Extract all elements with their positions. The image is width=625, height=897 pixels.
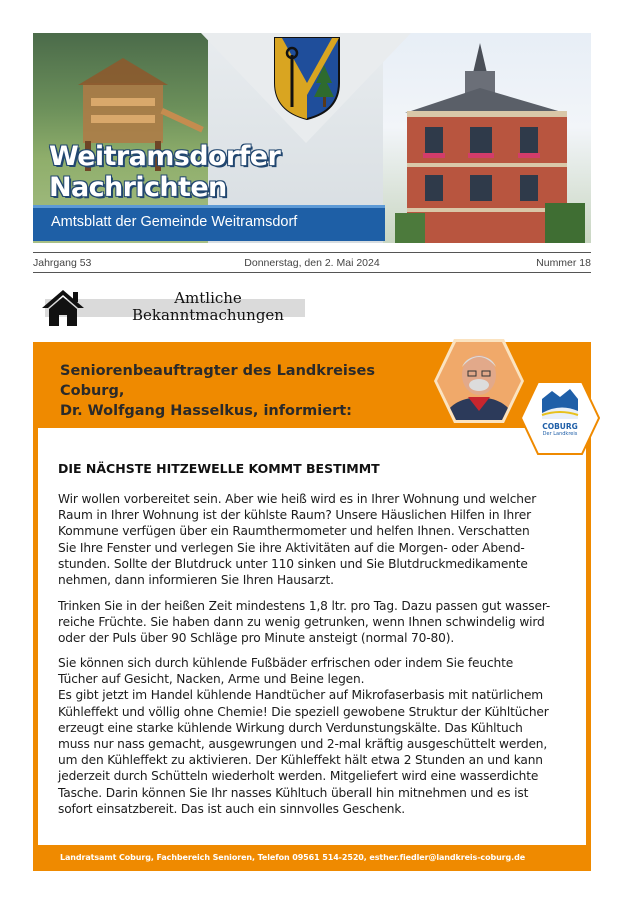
p3-line: um den Kühleffekt zu aktivieren. Der Kühleffekt hält etwa 2 Stunden an und kann: [58, 753, 543, 768]
coat-of-arms-icon: [272, 35, 342, 121]
p1-line: Sie Ihre Fenster und verlegen Sie ihre Aktivitäten auf die Morgen- oder Abend-: [58, 540, 525, 555]
banner-line-1: Seniorenbeauftragter des Landkreises Coburg,: [60, 363, 375, 399]
footer-contact: Landratsamt Coburg, Fachbereich Senioren, Telefon 09561 514-2520, esther.fiedler@landkreis-coburg.de: [60, 853, 526, 862]
p3-line: erzeugt eine starke kühlende Wirkung durch Verdunstungskälte. Das Kühltuch: [58, 720, 523, 735]
logo-tagline: Der Landkreis: [542, 431, 578, 437]
p3-line: sofort einsatzbereit. Das ist auch ein sinnvolles Geschenk.: [58, 801, 406, 816]
p3-line: Tasche. Darin können Sie Ihr nasses Kühltuch überall hin mitnehmen und es ist: [58, 785, 529, 800]
p1-line: stunden. Sollte der Blutdruck unter 110 sinken und Sie Blutdruckmedikamente: [58, 556, 528, 571]
title-line-2: Nachrichten: [49, 172, 227, 203]
p3-line: Kühleffekt und völlig ohne Chemie! Die speziell gewobene Struktur der Kühltücher: [58, 704, 549, 719]
title-line-1: Weitramsdorfer: [49, 141, 281, 172]
section-title-line-1: Amtliche: [174, 289, 242, 307]
section-title: [92, 290, 324, 324]
p1-line: Raum in Ihrer Wohnung ist der kühlste Raum? Unsere Häuslichen Hilfen in Ihrer: [58, 508, 531, 523]
p2-line: oder der Puls über 90 Schläge pro Minute ansteigt (normal 70-80).: [58, 631, 455, 646]
issue-volume: Jahrgang 53: [33, 257, 92, 269]
coburg-logo: [520, 381, 600, 455]
newspaper-title: [49, 141, 280, 203]
logo-hexagon-shape: [520, 381, 600, 455]
banner-line-2: Dr. Wolfgang Hasselkus, informiert:: [60, 403, 352, 419]
article-paragraph-1: [58, 491, 570, 588]
p1-line: Wir wollen vorbereitet sein. Aber wie heiß wird es in Ihrer Wohnung und welcher: [58, 492, 537, 506]
townhall-illustration: [395, 43, 585, 243]
p1-line: Kommune verfügen über ein Raumthermometer und helfen Ihnen. Verschatten: [58, 524, 530, 539]
p3-line: Sie können sich durch kühlende Fußbäder erfrischen oder indem Sie feuchte: [58, 656, 514, 670]
portrait-photo: [432, 337, 526, 425]
home-icon: [40, 288, 86, 328]
subtitle-bar-stripe: [33, 205, 385, 208]
section-title-line-2: Bekanntmachungen: [132, 306, 284, 324]
rule-top: [33, 252, 591, 253]
masthead: [33, 33, 591, 243]
article-paragraph-3: [58, 655, 570, 817]
logo-text: COBURG: [542, 422, 578, 431]
p3-line: Es gibt jetzt im Handel kühlende Handtücher auf Mikrofaserbasis mit natürlichem: [58, 688, 544, 703]
issue-number: Nummer 18: [536, 257, 591, 269]
p2-line: reiche Früchte. Sie haben dann zu wenig getrunken, wenn Ihnen schwindelig wird: [58, 615, 545, 630]
article-paragraph-2: [58, 598, 570, 647]
p3-line: Tücher auf Gesicht, Nacken, Arme und Beine legen.: [58, 672, 365, 687]
p3-line: muss nur nass gemacht, ausgewrungen und 2-mal kräftig ausgeschüttelt werden,: [58, 737, 548, 752]
p3-line: jederzeit durch Schütteln wiederholt werden. Mitgeliefert wird eine wasserdichte: [58, 769, 539, 784]
rule-bottom: [33, 272, 591, 273]
article-heading: DIE NÄCHSTE HITZEWELLE KOMMT BESTIMMT: [58, 461, 380, 476]
article-banner-title: [60, 361, 440, 421]
issue-info: [33, 257, 591, 273]
issue-date: Donnerstag, den 2. Mai 2024: [244, 257, 380, 269]
newspaper-subtitle: Amtsblatt der Gemeinde Weitramsdorf: [51, 214, 298, 230]
p1-line: nehmen, dann informieren Sie Ihren Hausarzt.: [58, 573, 334, 588]
p2-line: Trinken Sie in der heißen Zeit mindestens 1,8 ltr. pro Tag. Dazu passen gut wasser-: [58, 599, 551, 613]
